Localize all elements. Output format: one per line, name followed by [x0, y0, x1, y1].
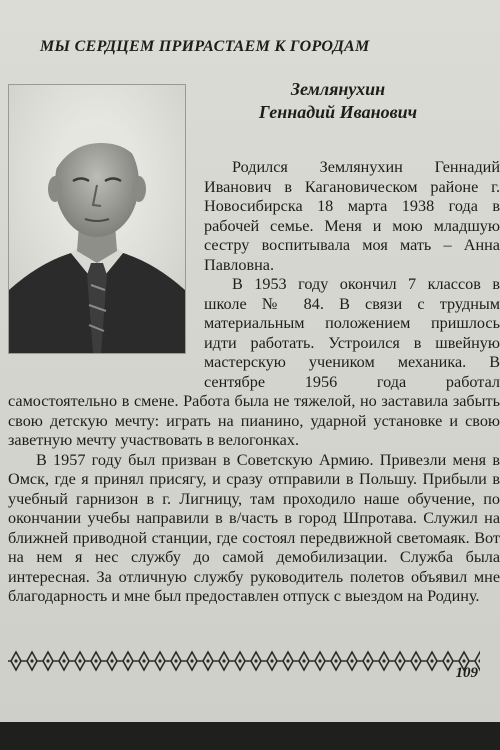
biography-text [8, 158, 500, 607]
decorative-ornament-border [8, 650, 480, 672]
paragraph-1: Родился Землянухин Геннадий Иванович в Кагановическом районе г. Новосибирска 18 марта 1938 года в рабочей семье. Меня и мою младшую сестру воспитывала моя мать – Анна Павловна. [204, 158, 500, 274]
page-header-title: МЫ СЕРДЦЕМ ПРИРАСТАЕМ К ГОРОДАМ [40, 38, 370, 55]
person-given-names: Геннадий Иванович [258, 102, 418, 122]
photo-wrap-spacer [8, 158, 204, 386]
page-bottom-edge [0, 722, 500, 750]
person-name [238, 78, 438, 124]
paragraph-2: В 1953 году окончил 7 классов в школе № 84. В связи с трудным материальным положением пришлось идти работать. Устроился в швейную мастерскую учеником механика. В сентябре 1956 года работал самостоятельно в смене. Работа была не тяжелой, но заставила забыть свою детскую мечту: играть на пианино, ударной установке и свою заветную мечту участвовать в велогонках. [8, 275, 500, 449]
page-number: 109 [455, 665, 478, 681]
paragraph-3: В 1957 году был призван в Советскую Армию. Привезли меня в Омск, где я принял присягу, и сразу отправили в Польшу. Прибыли в учебный гарнизон в г. Лигницу, там проходило наше обучение, по окончании учебы направили в в/часть в город Шпротава. Служил на ближней приводной станции, где состоял передвижной светомаяк. Вот на нем я нес службу до самой демобилизации. Служба была интересная. За отличную службу руководитель полетов объявил мне благодарность и мне был предоставлен отпуск с выездом на Родину. [8, 450, 500, 605]
person-surname: Землянухин [290, 79, 386, 99]
